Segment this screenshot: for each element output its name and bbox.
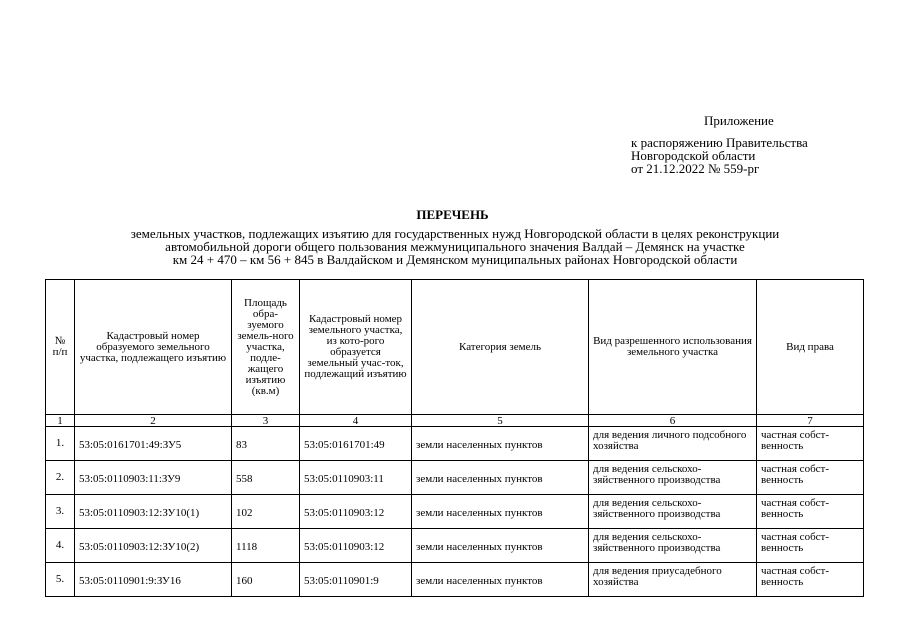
cell-land-category: земли населенных пунктов bbox=[412, 427, 589, 461]
cell-new-cadastral-number: 53:05:0161701:49:ЗУ5 bbox=[75, 427, 232, 461]
cell-index: 1. bbox=[46, 427, 75, 461]
cell-permitted-use: для ведения приусадебного хозяйства bbox=[589, 563, 757, 597]
cell-area: 102 bbox=[232, 495, 300, 529]
cell-land-category: земли населенных пунктов bbox=[412, 529, 589, 563]
column-number: 1 bbox=[46, 415, 75, 427]
table-row bbox=[46, 529, 864, 563]
column-number-row bbox=[46, 415, 864, 427]
cell-right-type: частная собст-венность bbox=[757, 563, 864, 597]
cell-area: 558 bbox=[232, 461, 300, 495]
column-number: 6 bbox=[589, 415, 757, 427]
cell-right-type: частная собст-венность bbox=[757, 495, 864, 529]
cell-permitted-use: для ведения сельскохо-зяйственного производства bbox=[589, 529, 757, 563]
table-row bbox=[46, 495, 864, 529]
cell-area: 160 bbox=[232, 563, 300, 597]
header-right-type: Вид права bbox=[757, 280, 864, 415]
cell-area: 1118 bbox=[232, 529, 300, 563]
cell-new-cadastral-number: 53:05:0110903:12:ЗУ10(1) bbox=[75, 495, 232, 529]
cell-permitted-use: для ведения личного подсобного хозяйства bbox=[589, 427, 757, 461]
cell-index: 2. bbox=[46, 461, 75, 495]
document-subtitle bbox=[60, 227, 850, 266]
column-number: 3 bbox=[232, 415, 300, 427]
cell-land-category: земли населенных пунктов bbox=[412, 495, 589, 529]
appendix-line-decree: к распоряжению Правительства bbox=[631, 135, 808, 150]
cell-right-type: частная собст-венность bbox=[757, 427, 864, 461]
column-number: 5 bbox=[412, 415, 589, 427]
appendix-line-region: Новгородской области bbox=[631, 148, 756, 163]
cell-land-category: земли населенных пунктов bbox=[412, 461, 589, 495]
table-header-row bbox=[46, 280, 864, 415]
subtitle-line-1: земельных участков, подлежащих изъятию для государственных нужд Новгородской области в целях реконструкции bbox=[130, 226, 780, 241]
cell-index: 4. bbox=[46, 529, 75, 563]
cell-source-cadastral-number: 53:05:0110903:12 bbox=[300, 529, 412, 563]
cell-new-cadastral-number: 53:05:0110903:11:ЗУ9 bbox=[75, 461, 232, 495]
appendix-title: Приложение bbox=[704, 113, 774, 128]
cell-source-cadastral-number: 53:05:0110903:12 bbox=[300, 495, 412, 529]
land-plots-table bbox=[45, 279, 864, 597]
subtitle-line-3: км 24 + 470 – км 56 + 845 в Валдайском и Демянском муниципальных районах Новгородской области bbox=[172, 252, 738, 267]
table-row bbox=[46, 461, 864, 495]
cell-source-cadastral-number: 53:05:0110901:9 bbox=[300, 563, 412, 597]
table-row bbox=[46, 427, 864, 461]
cell-index: 3. bbox=[46, 495, 75, 529]
document-title: ПЕРЕЧЕНЬ bbox=[416, 207, 489, 222]
header-area: Площадь обра-зуемого земель-ного участка, подле-жащего изъятию (кв.м) bbox=[232, 280, 300, 415]
cell-source-cadastral-number: 53:05:0110903:11 bbox=[300, 461, 412, 495]
header-permitted-use: Вид разрешенного использования земельного участка bbox=[589, 280, 757, 415]
appendix-block bbox=[631, 114, 808, 175]
column-number: 4 bbox=[300, 415, 412, 427]
header-source-cadastral-number: Кадастровый номер земельного участка, из кото-рого образуется земельный учас-ток, подлежащий изъятию bbox=[300, 280, 412, 415]
header-index: № п/п bbox=[46, 280, 75, 415]
cell-index: 5. bbox=[46, 563, 75, 597]
header-new-cadastral-number: Кадастровый номер образуемого земельного участка, подлежащего изъятию bbox=[75, 280, 232, 415]
column-number: 2 bbox=[75, 415, 232, 427]
cell-land-category: земли населенных пунктов bbox=[412, 563, 589, 597]
cell-permitted-use: для ведения сельскохо-зяйственного производства bbox=[589, 495, 757, 529]
appendix-line-date: от 21.12.2022 № 559-рг bbox=[631, 161, 760, 176]
cell-right-type: частная собст-венность bbox=[757, 529, 864, 563]
cell-new-cadastral-number: 53:05:0110901:9:ЗУ16 bbox=[75, 563, 232, 597]
subtitle-line-2: автомобильной дороги общего пользования межмуниципального значения Валдай – Демянск на участке bbox=[165, 239, 745, 254]
cell-right-type: частная собст-венность bbox=[757, 461, 864, 495]
cell-area: 83 bbox=[232, 427, 300, 461]
header-land-category: Категория земель bbox=[412, 280, 589, 415]
cell-new-cadastral-number: 53:05:0110903:12:ЗУ10(2) bbox=[75, 529, 232, 563]
column-number: 7 bbox=[757, 415, 864, 427]
cell-permitted-use: для ведения сельскохо-зяйственного производства bbox=[589, 461, 757, 495]
table-row bbox=[46, 563, 864, 597]
cell-source-cadastral-number: 53:05:0161701:49 bbox=[300, 427, 412, 461]
